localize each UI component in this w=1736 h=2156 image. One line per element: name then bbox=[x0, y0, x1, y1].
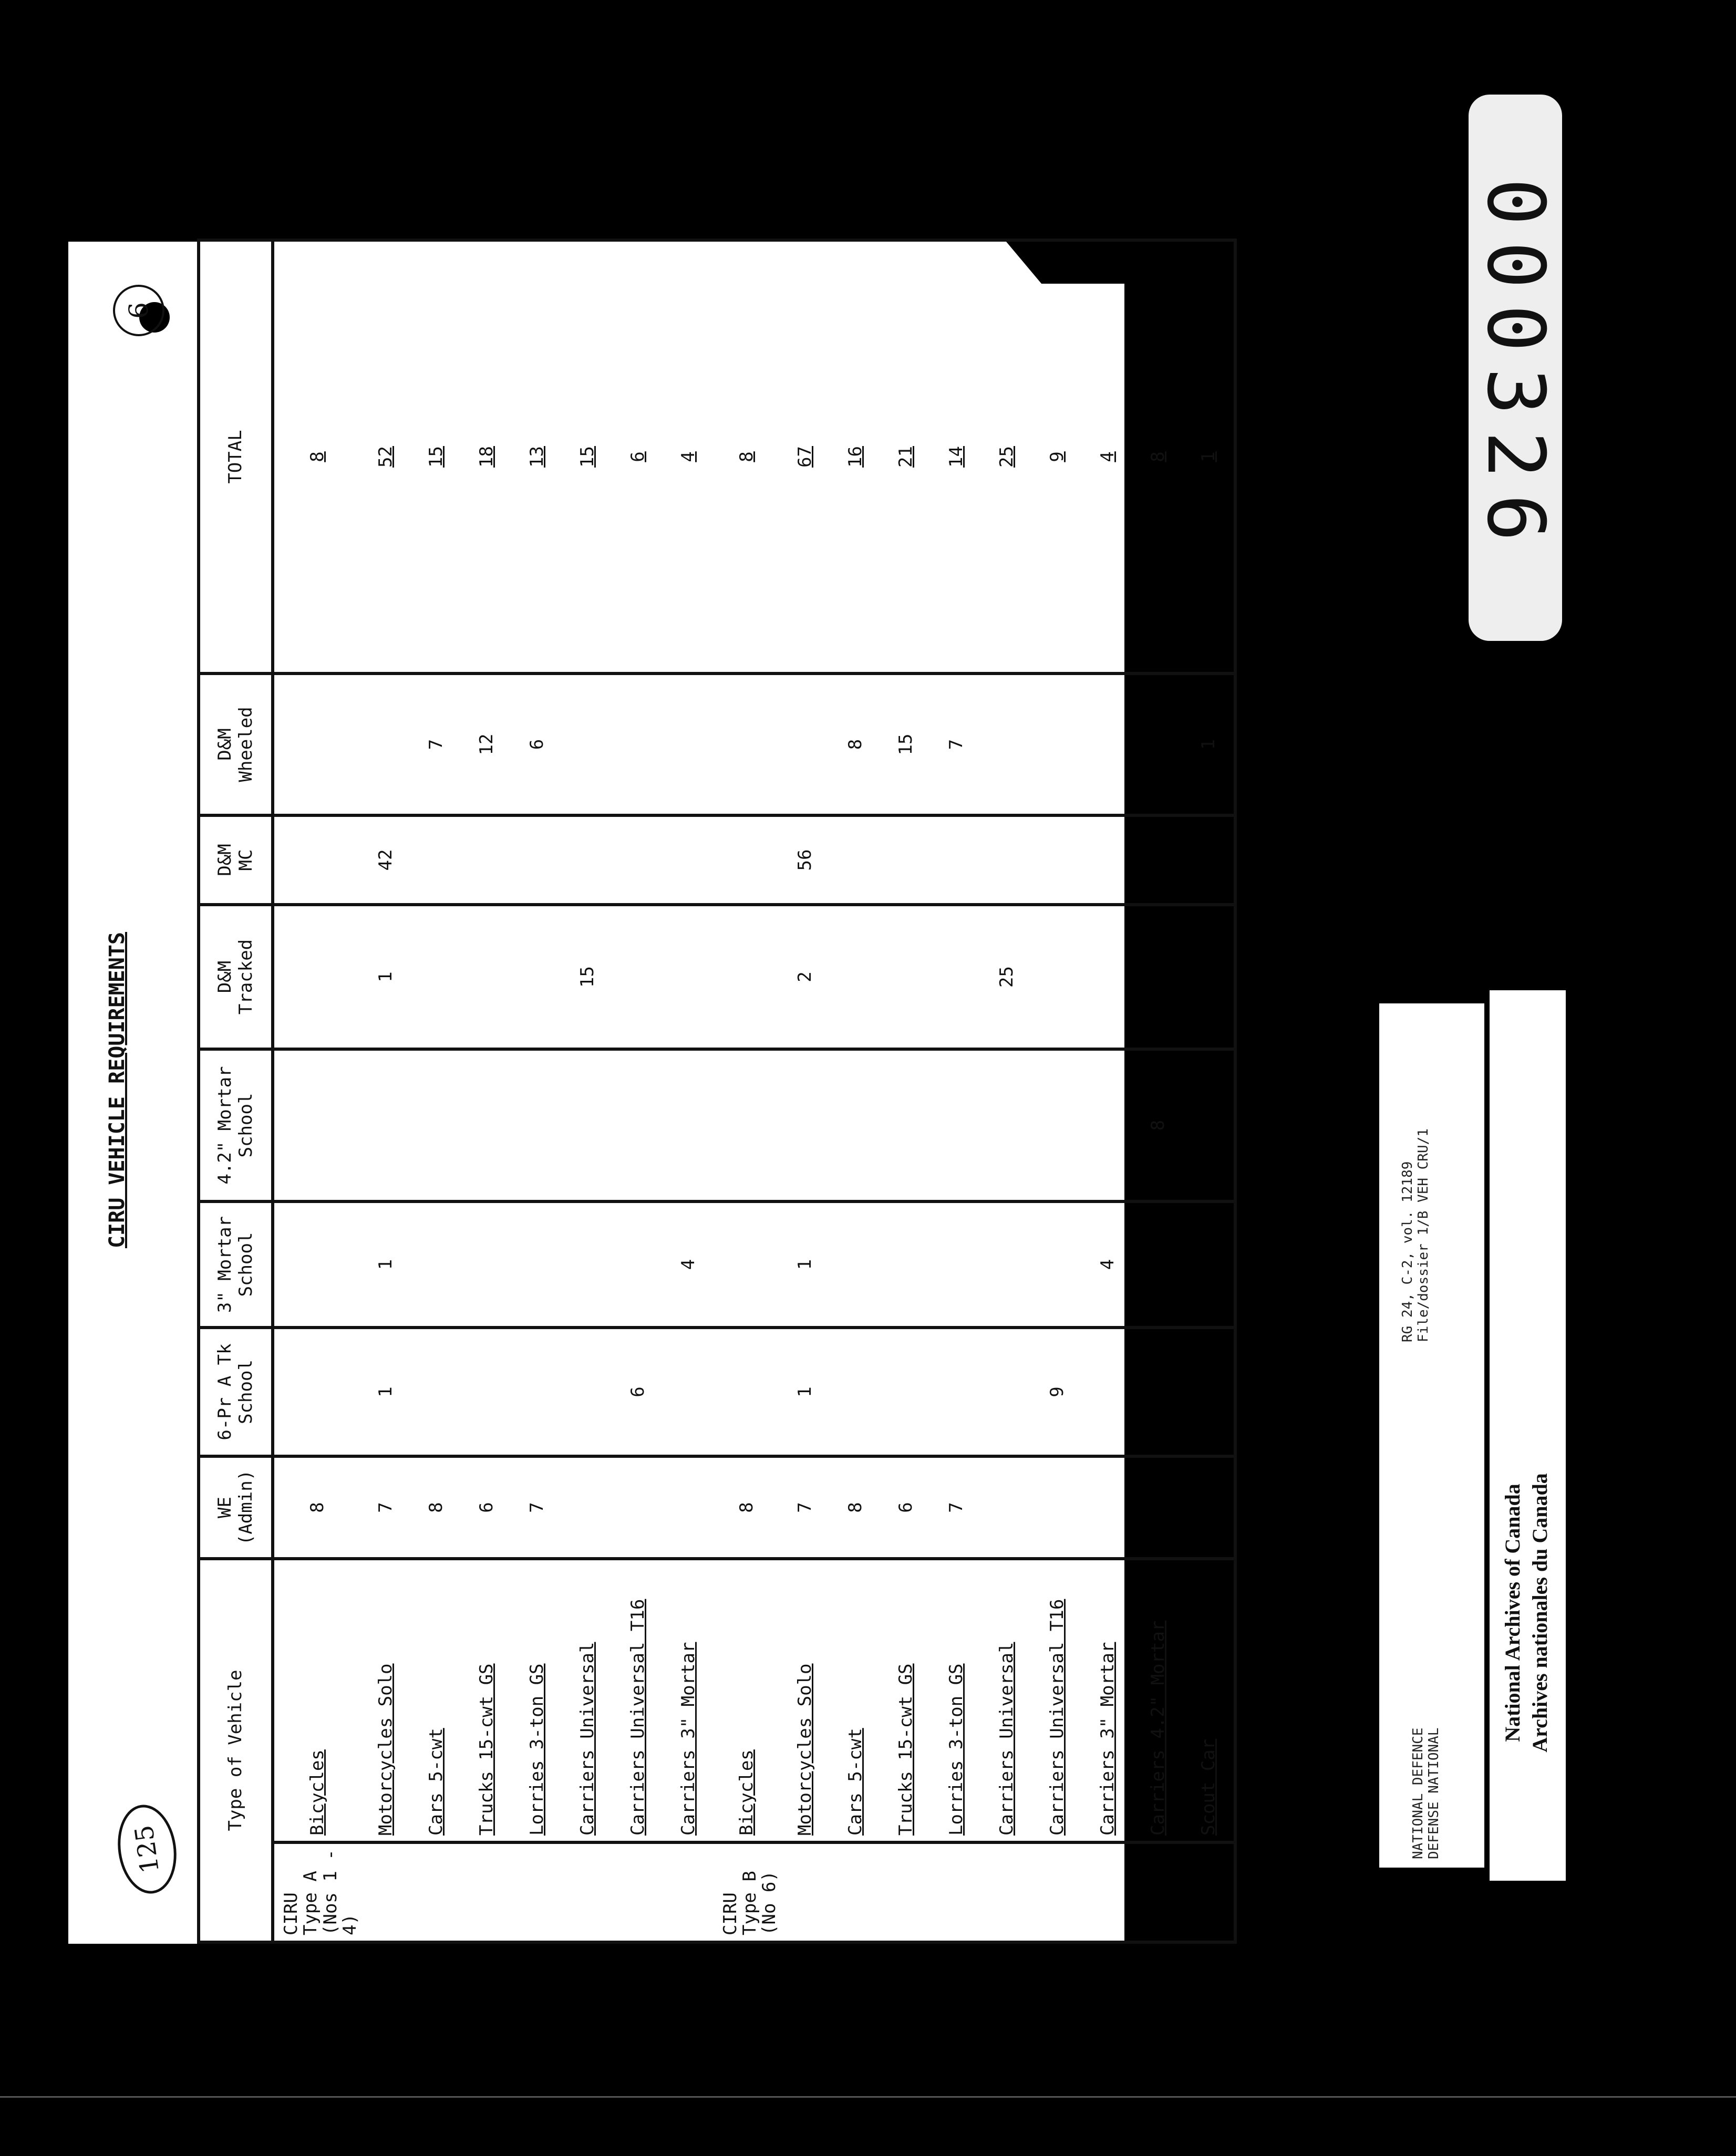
table-row bbox=[1183, 240, 1235, 1942]
mortar42-school-cell bbox=[881, 1049, 931, 1201]
dm-mc-cell bbox=[981, 815, 1032, 905]
mortar3-school-cell bbox=[411, 1201, 461, 1328]
header-42in-mortar-school: 4.2" Mortar School bbox=[199, 1049, 273, 1201]
dm-wheeled-cell: 7 bbox=[411, 673, 461, 815]
six-pr-school-cell bbox=[931, 1328, 981, 1456]
mortar42-school-cell bbox=[714, 1049, 780, 1201]
mortar3-school-cell bbox=[981, 1201, 1032, 1328]
total-cell: 25 bbox=[981, 240, 1032, 673]
we-admin-cell bbox=[562, 1456, 613, 1559]
we-admin-cell: 7 bbox=[360, 1456, 411, 1559]
archives-name-english: National Archives of Canada bbox=[1501, 1484, 1524, 1742]
mortar42-school-cell bbox=[562, 1049, 613, 1201]
dm-mc-cell bbox=[714, 815, 780, 905]
vehicle-name: Motorcycles Solo bbox=[360, 1559, 411, 1842]
mortar42-school-cell bbox=[273, 1049, 360, 1201]
total-cell: 8 bbox=[1133, 240, 1183, 673]
vehicle-name: Cars 5-cwt bbox=[830, 1559, 881, 1842]
dm-mc-cell bbox=[1133, 815, 1183, 905]
rotated-table-block bbox=[68, 242, 1219, 1944]
mortar3-school-cell bbox=[881, 1201, 931, 1328]
we-admin-cell: 8 bbox=[273, 1456, 360, 1559]
table-row bbox=[780, 240, 830, 1942]
dm-mc-cell bbox=[1032, 815, 1082, 905]
total-cell: 15 bbox=[411, 240, 461, 673]
table-row bbox=[981, 240, 1032, 1942]
dm-mc-cell bbox=[881, 815, 931, 905]
header-6pr-school: 6-Pr A Tk School bbox=[199, 1328, 273, 1456]
document-title: CIRU VEHICLE REQUIREMENTS bbox=[105, 931, 129, 1249]
table-header-row bbox=[199, 240, 273, 1942]
dm-wheeled-cell: 7 bbox=[931, 673, 981, 815]
dm-wheeled-cell bbox=[981, 673, 1032, 815]
mortar42-school-cell bbox=[663, 1049, 714, 1201]
dm-mc-cell bbox=[931, 815, 981, 905]
six-pr-school-cell bbox=[461, 1328, 512, 1456]
header-total: TOTAL bbox=[199, 240, 273, 673]
dm-wheeled-cell bbox=[562, 673, 613, 815]
vehicle-name: Motorcycles Solo bbox=[780, 1559, 830, 1842]
table-row bbox=[360, 240, 411, 1942]
dm-mc-cell bbox=[411, 815, 461, 905]
dm-tracked-cell: 2 bbox=[780, 905, 830, 1049]
vehicle-name: Carriers 3" Mortar bbox=[663, 1559, 714, 1842]
mortar42-school-cell bbox=[360, 1049, 411, 1201]
six-pr-school-cell bbox=[714, 1328, 780, 1456]
dm-tracked-cell bbox=[1133, 905, 1183, 1049]
six-pr-school-cell: 6 bbox=[613, 1328, 663, 1456]
mortar42-school-cell bbox=[830, 1049, 881, 1201]
row-group-label bbox=[360, 1842, 411, 1942]
we-admin-cell: 8 bbox=[411, 1456, 461, 1559]
row-group-label: CIRU Type B (No 6) bbox=[714, 1842, 780, 1942]
row-group-label bbox=[562, 1842, 613, 1942]
frame-number: 000326 bbox=[1470, 178, 1561, 557]
dm-mc-cell bbox=[562, 815, 613, 905]
we-admin-cell bbox=[1183, 1456, 1235, 1559]
mortar3-school-cell bbox=[1133, 1201, 1183, 1328]
dm-wheeled-cell bbox=[1133, 673, 1183, 815]
we-admin-cell: 8 bbox=[714, 1456, 780, 1559]
table-body bbox=[273, 240, 1235, 1942]
dm-wheeled-cell bbox=[1082, 673, 1133, 815]
mortar3-school-cell bbox=[830, 1201, 881, 1328]
row-group-label bbox=[881, 1842, 931, 1942]
we-admin-cell: 7 bbox=[512, 1456, 562, 1559]
mortar3-school-cell bbox=[931, 1201, 981, 1328]
mortar42-school-cell bbox=[461, 1049, 512, 1201]
vehicle-name: Bicycles bbox=[273, 1559, 360, 1842]
six-pr-school-cell bbox=[512, 1328, 562, 1456]
vehicle-name: Lorries 3-ton GS bbox=[512, 1559, 562, 1842]
six-pr-school-cell bbox=[411, 1328, 461, 1456]
we-admin-cell: 7 bbox=[780, 1456, 830, 1559]
dm-mc-cell: 56 bbox=[780, 815, 830, 905]
table-row bbox=[663, 240, 714, 1942]
header-dm-mc: D&M MC bbox=[199, 815, 273, 905]
dm-tracked-cell bbox=[1032, 905, 1082, 1049]
six-pr-school-cell: 9 bbox=[1032, 1328, 1082, 1456]
table-row bbox=[411, 240, 461, 1942]
mortar3-school-cell: 1 bbox=[780, 1201, 830, 1328]
mortar3-school-cell: 1 bbox=[360, 1201, 411, 1328]
dm-wheeled-cell bbox=[273, 673, 360, 815]
total-cell: 21 bbox=[881, 240, 931, 673]
table-row bbox=[1082, 240, 1133, 1942]
dm-wheeled-cell bbox=[780, 673, 830, 815]
dm-mc-cell bbox=[663, 815, 714, 905]
row-group-label bbox=[411, 1842, 461, 1942]
we-admin-cell bbox=[613, 1456, 663, 1559]
row-group-label bbox=[931, 1842, 981, 1942]
vehicle-name: Carriers Universal bbox=[981, 1559, 1032, 1842]
total-cell: 13 bbox=[512, 240, 562, 673]
row-group-label bbox=[461, 1842, 512, 1942]
dm-wheeled-cell: 1 bbox=[1183, 673, 1235, 815]
mortar42-school-cell bbox=[1032, 1049, 1082, 1201]
table-row bbox=[881, 240, 931, 1942]
scan-edge-line bbox=[0, 2096, 1736, 2098]
reference-label bbox=[1379, 1003, 1484, 1868]
mortar42-school-cell bbox=[931, 1049, 981, 1201]
dm-mc-cell bbox=[613, 815, 663, 905]
header-dm-wheeled: D&M Wheeled bbox=[199, 673, 273, 815]
dm-mc-cell bbox=[461, 815, 512, 905]
mortar3-school-cell bbox=[1183, 1201, 1235, 1328]
dm-tracked-cell: 15 bbox=[562, 905, 613, 1049]
vehicle-name: Trucks 15-cwt GS bbox=[461, 1559, 512, 1842]
dm-tracked-cell bbox=[881, 905, 931, 1049]
six-pr-school-cell: 1 bbox=[780, 1328, 830, 1456]
dm-tracked-cell: 1 bbox=[360, 905, 411, 1049]
dm-wheeled-cell bbox=[663, 673, 714, 815]
total-cell: 67 bbox=[780, 240, 830, 673]
vehicle-name: Carriers Universal T16 bbox=[1032, 1559, 1082, 1842]
dm-tracked-cell bbox=[461, 905, 512, 1049]
six-pr-school-cell bbox=[881, 1328, 931, 1456]
six-pr-school-cell bbox=[830, 1328, 881, 1456]
reference-department: NATIONAL DEFENCE DEFENSE NATIONAL bbox=[1410, 1727, 1442, 1859]
total-cell: 6 bbox=[613, 240, 663, 673]
total-cell: 4 bbox=[663, 240, 714, 673]
mortar3-school-cell bbox=[461, 1201, 512, 1328]
table-row bbox=[931, 240, 981, 1942]
total-cell: 8 bbox=[273, 240, 360, 673]
dm-tracked-cell bbox=[273, 905, 360, 1049]
mortar42-school-cell bbox=[780, 1049, 830, 1201]
mortar42-school-cell bbox=[1183, 1049, 1235, 1201]
total-cell: 52 bbox=[360, 240, 411, 673]
dm-tracked-cell: 25 bbox=[981, 905, 1032, 1049]
table-row bbox=[1032, 240, 1082, 1942]
we-admin-cell: 6 bbox=[461, 1456, 512, 1559]
mortar42-school-cell bbox=[981, 1049, 1032, 1201]
mortar42-school-cell bbox=[1082, 1049, 1133, 1201]
vehicle-name: Carriers Universal T16 bbox=[613, 1559, 663, 1842]
total-cell: 8 bbox=[714, 240, 780, 673]
mortar42-school-cell bbox=[411, 1049, 461, 1201]
dm-mc-cell bbox=[512, 815, 562, 905]
mortar42-school-cell bbox=[512, 1049, 562, 1201]
archives-stamp bbox=[1490, 990, 1566, 1881]
reference-file: RG 24, C-2, vol. 12189 File/dossier 1/B VEH CRU/1 bbox=[1400, 1128, 1431, 1342]
mortar3-school-cell bbox=[714, 1201, 780, 1328]
six-pr-school-cell bbox=[273, 1328, 360, 1456]
we-admin-cell bbox=[663, 1456, 714, 1559]
six-pr-school-cell bbox=[981, 1328, 1032, 1456]
vehicle-name: Cars 5-cwt bbox=[411, 1559, 461, 1842]
mortar3-school-cell: 4 bbox=[1082, 1201, 1133, 1328]
dm-wheeled-cell bbox=[714, 673, 780, 815]
we-admin-cell bbox=[1133, 1456, 1183, 1559]
row-group-label bbox=[1183, 1842, 1235, 1942]
archives-name-french: Archives nationales du Canada bbox=[1528, 1473, 1552, 1753]
table-row bbox=[273, 240, 360, 1942]
dm-mc-cell bbox=[830, 815, 881, 905]
vehicle-name: Bicycles bbox=[714, 1559, 780, 1842]
row-group-label bbox=[981, 1842, 1032, 1942]
mortar42-school-cell: 8 bbox=[1133, 1049, 1183, 1201]
six-pr-school-cell bbox=[1183, 1328, 1235, 1456]
row-group-label bbox=[613, 1842, 663, 1942]
dm-tracked-cell bbox=[613, 905, 663, 1049]
header-dm-tracked: D&M Tracked bbox=[199, 905, 273, 1049]
mortar42-school-cell bbox=[613, 1049, 663, 1201]
we-admin-cell: 6 bbox=[881, 1456, 931, 1559]
dm-wheeled-cell bbox=[360, 673, 411, 815]
table-row bbox=[512, 240, 562, 1942]
dm-wheeled-cell: 15 bbox=[881, 673, 931, 815]
mortar3-school-cell bbox=[273, 1201, 360, 1328]
we-admin-cell bbox=[1032, 1456, 1082, 1559]
total-cell: 1 bbox=[1183, 240, 1235, 673]
handwritten-sheet-number: 6 bbox=[113, 285, 164, 336]
we-admin-cell: 8 bbox=[830, 1456, 881, 1559]
dm-wheeled-cell bbox=[1032, 673, 1082, 815]
total-cell: 9 bbox=[1032, 240, 1082, 673]
dm-wheeled-cell bbox=[613, 673, 663, 815]
table-row bbox=[562, 240, 613, 1942]
six-pr-school-cell bbox=[562, 1328, 613, 1456]
total-cell: 4 bbox=[1082, 240, 1133, 673]
dm-tracked-cell bbox=[1183, 905, 1235, 1049]
row-group-label bbox=[830, 1842, 881, 1942]
vehicle-name: Scout Car bbox=[1183, 1559, 1235, 1842]
dm-mc-cell: 42 bbox=[360, 815, 411, 905]
total-cell: 14 bbox=[931, 240, 981, 673]
mortar3-school-cell bbox=[1032, 1201, 1082, 1328]
row-group-label bbox=[1032, 1842, 1082, 1942]
table-row bbox=[1133, 240, 1183, 1942]
row-group-label: CIRU Type A (Nos 1 - 4) bbox=[273, 1842, 360, 1942]
dm-tracked-cell bbox=[931, 905, 981, 1049]
mortar3-school-cell: 4 bbox=[663, 1201, 714, 1328]
table-row bbox=[714, 240, 780, 1942]
dm-mc-cell bbox=[1082, 815, 1133, 905]
mortar3-school-cell bbox=[562, 1201, 613, 1328]
table-row bbox=[461, 240, 512, 1942]
table-row bbox=[613, 240, 663, 1942]
header-we-admin: WE (Admin) bbox=[199, 1456, 273, 1559]
six-pr-school-cell bbox=[1082, 1328, 1133, 1456]
six-pr-school-cell bbox=[663, 1328, 714, 1456]
we-admin-cell bbox=[1082, 1456, 1133, 1559]
dm-tracked-cell bbox=[714, 905, 780, 1049]
handwritten-page-number: 125 bbox=[112, 1801, 182, 1898]
mortar3-school-cell bbox=[613, 1201, 663, 1328]
total-cell: 18 bbox=[461, 240, 512, 673]
vehicle-name: Carriers 3" Mortar bbox=[1082, 1559, 1133, 1842]
header-type-of-vehicle: Type of Vehicle bbox=[199, 1559, 273, 1942]
dm-tracked-cell bbox=[1082, 905, 1133, 1049]
dm-tracked-cell bbox=[830, 905, 881, 1049]
row-group-label bbox=[512, 1842, 562, 1942]
dm-tracked-cell bbox=[663, 905, 714, 1049]
six-pr-school-cell bbox=[1133, 1328, 1183, 1456]
row-group-label bbox=[1133, 1842, 1183, 1942]
vehicle-name: Carriers Universal bbox=[562, 1559, 613, 1842]
vehicle-name: Lorries 3-ton GS bbox=[931, 1559, 981, 1842]
total-cell: 15 bbox=[562, 240, 613, 673]
dm-wheeled-cell: 12 bbox=[461, 673, 512, 815]
dm-mc-cell bbox=[273, 815, 360, 905]
table-row bbox=[830, 240, 881, 1942]
dm-mc-cell bbox=[1183, 815, 1235, 905]
header-3in-mortar-school: 3" Mortar School bbox=[199, 1201, 273, 1328]
vehicle-name: Carriers 4.2" Mortar bbox=[1133, 1559, 1183, 1842]
row-group-label bbox=[663, 1842, 714, 1942]
row-group-label bbox=[780, 1842, 830, 1942]
dm-wheeled-cell: 8 bbox=[830, 673, 881, 815]
row-group-label bbox=[1082, 1842, 1133, 1942]
dm-wheeled-cell: 6 bbox=[512, 673, 562, 815]
we-admin-cell bbox=[981, 1456, 1032, 1559]
six-pr-school-cell: 1 bbox=[360, 1328, 411, 1456]
vehicle-requirements-table bbox=[197, 239, 1237, 1944]
frame-number-badge bbox=[1469, 95, 1562, 641]
mortar3-school-cell bbox=[512, 1201, 562, 1328]
we-admin-cell: 7 bbox=[931, 1456, 981, 1559]
total-cell: 16 bbox=[830, 240, 881, 673]
dm-tracked-cell bbox=[411, 905, 461, 1049]
dm-tracked-cell bbox=[512, 905, 562, 1049]
vehicle-name: Trucks 15-cwt GS bbox=[881, 1559, 931, 1842]
